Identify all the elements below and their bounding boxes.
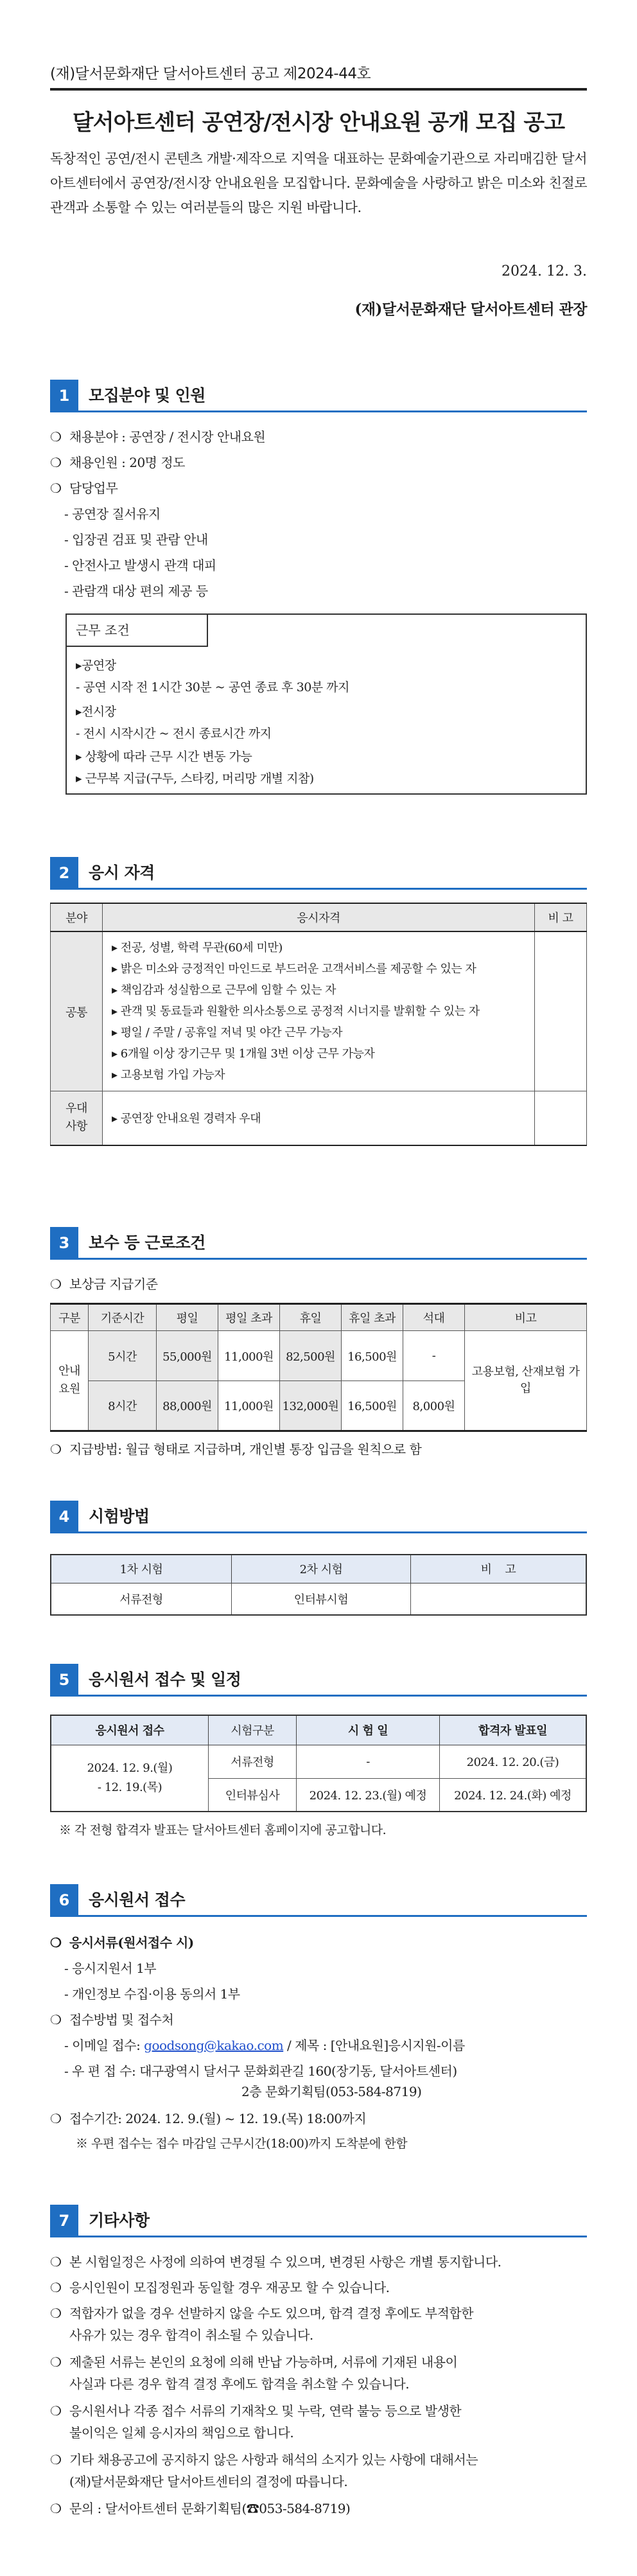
table-cell: 서류전형	[51, 1583, 232, 1615]
list-item: ▸ 6개월 이상 장기근무 및 1개월 3번 이상 근무 가능자	[112, 1047, 375, 1061]
list-item: ▸ 전공, 성별, 학력 무관(60세 미만)	[112, 941, 283, 955]
section-3-header	[50, 1227, 587, 1259]
section-underline	[50, 1258, 587, 1260]
table-cell: 16,500원	[342, 1331, 403, 1381]
box-line: - 공연 시작 전 1시간 30분 ~ 공연 종료 후 30분 까지	[76, 680, 349, 694]
contact-item: ❍ 문의 : 달서아트센터 문화기획팀(☎053-584-8719)	[50, 2501, 351, 2516]
table-cell: 82,500원	[280, 1331, 342, 1381]
col-header: 구분	[51, 1304, 89, 1331]
box-line: ▸공연장	[76, 658, 116, 673]
duty-item: - 안전사고 발생시 관객 대피	[64, 558, 216, 573]
bullet-item: ❍ 채용분야 : 공연장 / 전시장 안내요원	[50, 429, 266, 445]
col-header: 응시자격	[103, 903, 535, 931]
postal-submission-cont: 2층 문화기획팀(053-584-8719)	[241, 2084, 422, 2099]
section-underline	[50, 410, 587, 412]
table-cell: 132,000원	[280, 1381, 342, 1431]
table-cell: -	[403, 1331, 465, 1381]
pay-table	[50, 1303, 587, 1432]
table-cell: 2024. 12. 24.(화) 예정	[440, 1778, 587, 1812]
col-header: 시 험 일	[297, 1715, 440, 1745]
schedule-table	[50, 1715, 587, 1812]
section-title: 응시원서 접수 및 일정	[89, 1670, 241, 1689]
section-title: 기타사항	[89, 2211, 150, 2230]
notice-number: (재)달서문화재단 달서아트센터 공고 제2024-44호	[50, 66, 371, 82]
col-header: 시험구분	[209, 1715, 297, 1745]
qualification-table	[50, 903, 587, 1146]
section-underline	[50, 1695, 587, 1697]
list-item: ▸ 관객 및 동료들과 원활한 의사소통으로 공정적 시너지를 발휘할 수 있는 자	[112, 1005, 480, 1018]
exam-method-table	[50, 1554, 587, 1616]
box-line: ▸ 근무복 지급(구두, 스타킹, 머리망 개별 지참)	[76, 772, 314, 786]
section-underline	[50, 888, 587, 890]
list-item: ▸ 고용보험 가입 가능자	[112, 1068, 225, 1082]
col-header: 기준시간	[89, 1304, 157, 1331]
section-number: 3	[50, 1227, 78, 1259]
section-title: 보수 등 근로조건	[89, 1233, 205, 1252]
col-header: 2차 시험	[232, 1555, 411, 1583]
box-line: ▸전시장	[76, 705, 116, 719]
other-item-cont: 불이익은 일체 응시자의 책임으로 합니다.	[69, 2425, 294, 2440]
table-cell: 서류전형	[209, 1745, 297, 1778]
preferred-item: ▸ 공연장 안내요원 경력자 우대	[103, 1091, 535, 1145]
section-4-header	[50, 1501, 587, 1533]
box-line: ▸ 상황에 따라 근무 시간 변동 가능	[76, 750, 252, 764]
other-item-cont: (재)달서문화재단 달서아트센터의 결정에 따릅니다.	[69, 2474, 348, 2489]
table-cell: 2024. 12. 23.(월) 예정	[297, 1778, 440, 1812]
table-cell: 55,000원	[157, 1331, 218, 1381]
box-line: - 전시 시작시간 ~ 전시 종료시간 까지	[76, 727, 272, 741]
table-cell: 8시간	[89, 1381, 157, 1431]
work-conditions-box	[65, 613, 587, 795]
section-number: 6	[50, 1884, 78, 1916]
list-item: ▸ 밝은 미소와 긍정적인 마인드로 부드러운 고객서비스를 제공할 수 있는 자	[112, 962, 476, 976]
col-header: 비 고	[411, 1555, 587, 1583]
section-2-header	[50, 857, 587, 889]
section-underline	[50, 2236, 587, 2237]
col-header: 응시원서 접수	[51, 1715, 209, 1745]
col-header: 평일 초과	[218, 1304, 280, 1331]
remark-cell	[535, 1091, 587, 1145]
row-label: 우대 사항	[51, 1091, 103, 1145]
table-cell: 8,000원	[403, 1381, 465, 1431]
table-cell: -	[297, 1745, 440, 1778]
other-item: ❍ 기타 채용공고에 공지하지 않은 사항과 해석의 소지가 있는 사항에 대해서는	[50, 2452, 478, 2467]
box-title: 근무 조건	[67, 615, 208, 647]
section-6-header	[50, 1884, 587, 1916]
col-header: 합격자 발표일	[440, 1715, 587, 1745]
schedule-note: ※ 각 전형 합격자 발표는 달서아트센터 홈페이지에 공고합니다.	[59, 1823, 387, 1837]
section-7-header	[50, 2205, 587, 2237]
other-item-cont: 사실과 다른 경우 합격 결정 후에도 합격을 취소할 수 있습니다.	[69, 2376, 410, 2392]
bullet-item: ❍ 응시서류(원서접수 시)	[50, 1935, 194, 1950]
intro-paragraph: 독창적인 공연/전시 콘텐츠 개발·제작으로 지역을 대표하는 문화예술기관으로 자리매김한 달서아트센터에서 공연장/전시장 안내요원을 모집합니다. 문화예술을 사랑하고 밝은 미소와 친절로 관객과 소통할 수 있는 여러분들의 많은 지원 바랍니다.	[50, 151, 587, 215]
table-cell	[411, 1583, 587, 1615]
page-title: 달서아트센터 공연장/전시장 안내요원 공개 모집 공고	[72, 110, 565, 136]
doc-item: - 개인정보 수집·이용 동의서 1부	[64, 1986, 240, 2002]
title-rule	[50, 88, 587, 91]
list-item: ▸ 책임감과 성실함으로 근무에 임할 수 있는 자	[112, 984, 336, 997]
section-underline	[50, 1531, 587, 1533]
postal-note: ※ 우편 접수는 접수 마감일 근무시간(18:00)까지 도착분에 한함	[76, 2137, 408, 2151]
other-item-cont: 사유가 있는 경우 합격이 취소될 수 있습니다.	[69, 2327, 313, 2343]
table-cell: 16,500원	[342, 1381, 403, 1431]
other-item: ❍ 제출된 서류는 본인의 요청에 의해 반납 가능하며, 서류에 기재된 내용이	[50, 2354, 458, 2370]
remark-cell: 고용보험, 산재보험 가입	[465, 1331, 587, 1431]
section-number: 7	[50, 2205, 78, 2237]
section-title: 모집분야 및 인원	[89, 386, 205, 405]
duty-item: - 관람객 대상 편의 제공 등	[64, 583, 208, 599]
col-header: 휴일 초과	[342, 1304, 403, 1331]
other-item: ❍ 응시인원이 모집정원과 동일할 경우 재공모 할 수 있습니다.	[50, 2280, 390, 2295]
col-header: 1차 시험	[51, 1555, 232, 1583]
col-header: 비 고	[535, 903, 587, 931]
table-cell: 인터뷰시험	[232, 1583, 411, 1615]
col-header: 휴일	[280, 1304, 342, 1331]
doc-item: - 응시지원서 1부	[64, 1961, 157, 1976]
common-requirements	[103, 931, 535, 1091]
other-item: ❍ 응시원서나 각종 접수 서류의 기재착오 및 누락, 연락 불능 등으로 발생한	[50, 2403, 462, 2419]
section-title: 응시원서 접수	[89, 1891, 186, 1909]
col-header: 분야	[51, 903, 103, 931]
email-submission: - 이메일 접수: goodsong@kakao.com / 제목 : [안내요원]응시지원-이름	[64, 2038, 465, 2053]
section-number: 1	[50, 380, 78, 412]
bullet-item: ❍ 담당업무	[50, 481, 118, 496]
table-cell: 88,000원	[157, 1381, 218, 1431]
table-cell: 11,000원	[218, 1381, 280, 1431]
group-label: 안내 요원	[51, 1331, 89, 1431]
list-item: ▸ 평일 / 주말 / 공휴일 저녁 및 야간 근무 가능자	[112, 1026, 342, 1039]
section-5-header	[50, 1664, 587, 1696]
section-1-header	[50, 380, 587, 412]
table-cell: 11,000원	[218, 1331, 280, 1381]
postal-submission: - 우 편 접 수: 대구광역시 달서구 문화회관길 160(장기동, 달서아트센터)	[64, 2063, 457, 2079]
col-header: 비고	[465, 1304, 587, 1331]
duty-item: - 공연장 질서유지	[64, 506, 161, 522]
col-header: 평일	[157, 1304, 218, 1331]
bullet-item: ❍ 접수기간: 2024. 12. 9.(월) ~ 12. 19.(목) 18:00까지	[50, 2111, 367, 2126]
bullet-item: ❍ 보상금 지급기준	[50, 1276, 158, 1292]
issuing-organization: (재)달서문화재단 달서아트센터 관장	[354, 301, 587, 318]
bullet-item: ❍ 지급방법: 월급 형태로 지급하며, 개인별 통장 입금을 원칙으로 함	[50, 1442, 422, 1457]
other-item: ❍ 적합자가 없을 경우 선발하지 않을 수도 있으며, 합격 결정 후에도 부적합한	[50, 2306, 474, 2321]
other-item: ❍ 본 시험일정은 사정에 의하여 변경될 수 있으며, 변경된 사항은 개별 통지합니다.	[50, 2254, 502, 2270]
remark-cell	[535, 931, 587, 1091]
application-period: 2024. 12. 9.(월) - 12. 19.(목)	[51, 1745, 209, 1812]
notice-date: 2024. 12. 3.	[502, 263, 587, 279]
section-underline	[50, 1915, 587, 1917]
bullet-item: ❍ 접수방법 및 접수처	[50, 2012, 174, 2027]
section-number: 2	[50, 857, 78, 889]
table-cell: 인터뷰심사	[209, 1778, 297, 1812]
section-title: 시험방법	[89, 1507, 150, 1526]
email-link[interactable]: goodsong@kakao.com	[144, 2038, 284, 2053]
bullet-item: ❍ 채용인원 : 20명 정도	[50, 455, 185, 470]
duty-item: - 입장권 검표 및 관람 안내	[64, 532, 208, 547]
table-cell: 2024. 12. 20.(금)	[440, 1745, 587, 1778]
table-cell: 5시간	[89, 1331, 157, 1381]
section-number: 5	[50, 1664, 78, 1696]
section-number: 4	[50, 1501, 78, 1533]
col-header: 석대	[403, 1304, 465, 1331]
section-title: 응시 자격	[89, 863, 155, 882]
row-label: 공통	[51, 931, 103, 1091]
